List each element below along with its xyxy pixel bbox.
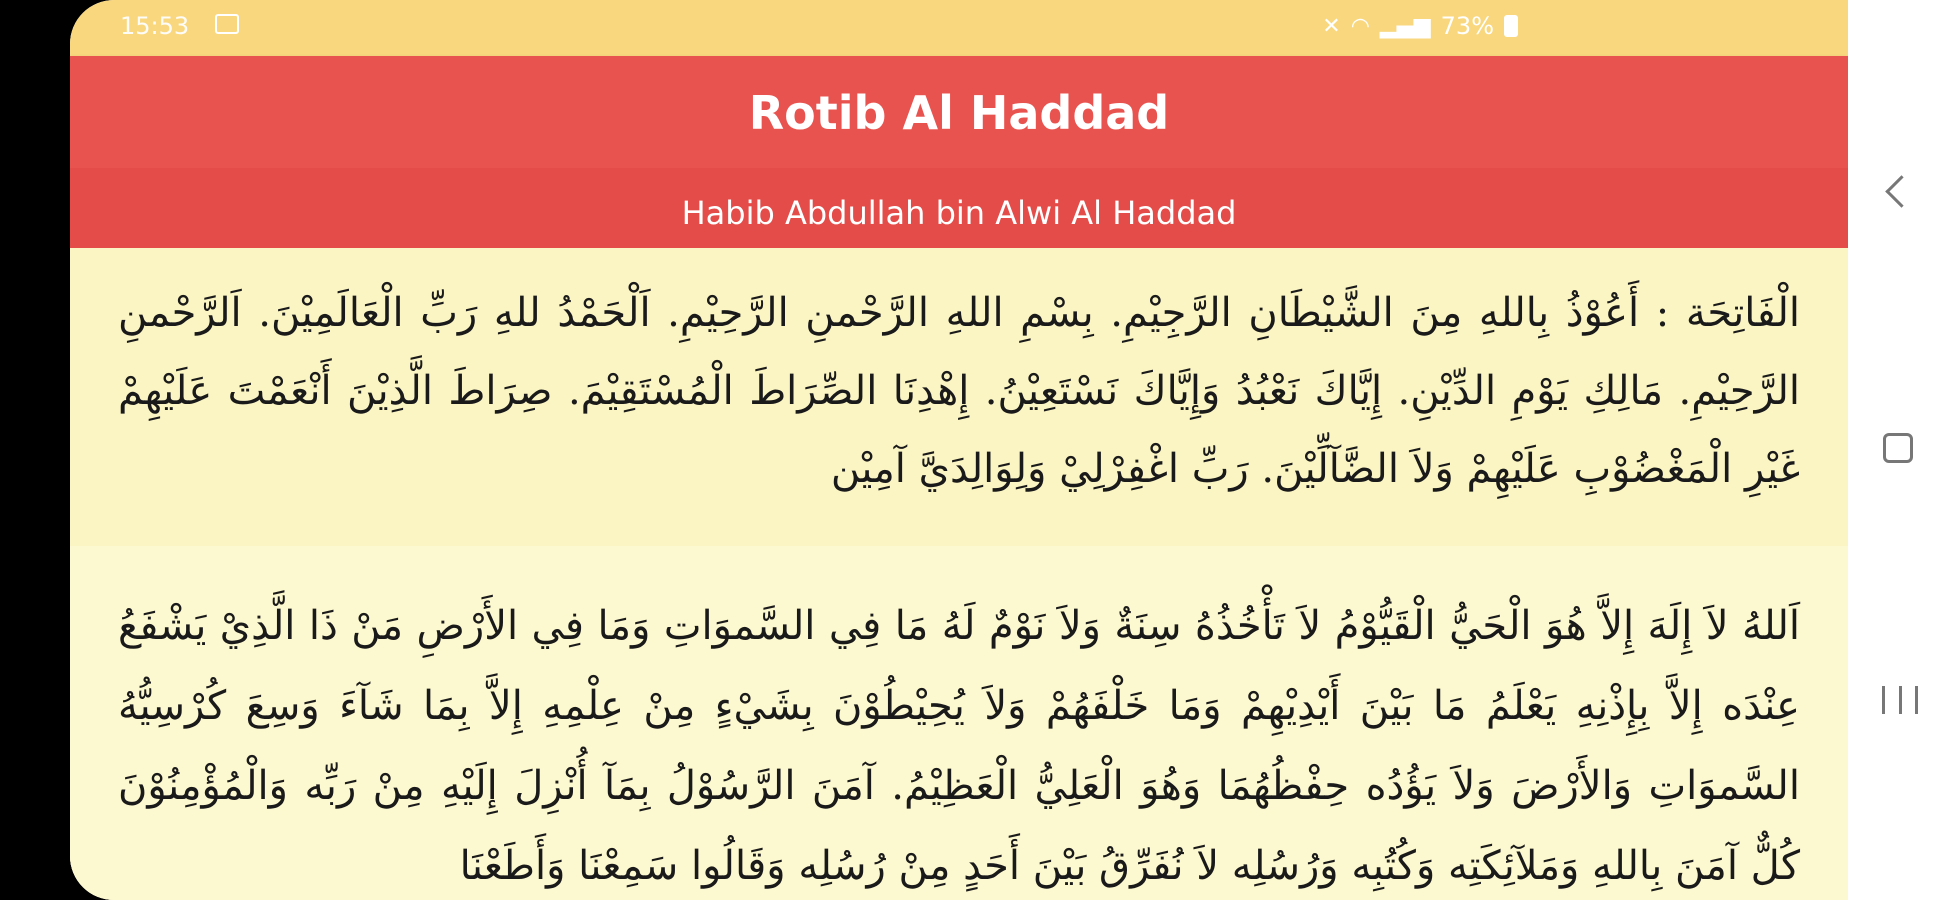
battery-icon — [1504, 15, 1518, 37]
recents-bar — [1915, 686, 1918, 714]
arabic-text: الْفَاتِحَة : أَعُوْذُ بِاللهِ مِنَ الشَّيْطَانِ الرَّجِيْمِ. بِسْمِ اللهِ الرَّحْمنِ الرَّحِيْمِ. اَلْحَمْدُ للهِ رَبِّ الْعَالَمِيْنَ. اَلرَّحْمنِ الرَّحِيْمِ. مَالِكِ يَوْمِ الدِّيْنِ. إِيَّاكَ نَعْبُدُ وَإِيَّاكَ نَسْتَعِيْنُ. إِهْدِنَا الصِّرَاطَ الْمُسْتَقِيْمَ. صِرَاطَ الَّذِيْنَ أَنْعَمْتَ عَلَيْهِمْ غَيْرِ الْمَغْضُوْبِ عَلَيْهِمْ وَلاَ الضَّآلِّيْنَ. رَبِّ اغْفِرْلِيْ وَلِوَالِدَيَّ آمِيْن — [118, 290, 1800, 492]
arabic-text: اَللهُ لاَ إِلَهَ إِلاَّ هُوَ الْحَيُّ الْقَيُّوْمُ لاَ تَأْخُذُهُ سِنَةٌ وَلاَ نَوْمٌ لَهُ مَا فِي السَّموَاتِ وَمَا فِي الأَرْضِ مَنْ ذَا الَّذِيْ يَشْفَعُ عِنْدَه إِلاَّ بِإِذْنِهِ يَعْلَمُ مَا بَيْنَ أَيْدِيْهِمْ وَمَا خَلْفَهُمْ وَلاَ يُحِيْطُوْنَ بِشَيْءٍ مِنْ عِلْمِهِ إِلاَّ بِمَا شَآءَ وَسِعَ كُرْسِيُّهُ السَّموَاتِ وَالأَرْضَ وَلاَ يَؤُدُه حِفْظُهُمَا وَهُوَ الْعَلِيُّ الْعَظِيْمُ. آمَنَ الرَّسُوْلُ بِمَآ أُنْزِلَ إِلَيْهِ مِنْ رَبِّه وَالْمُؤْمِنُوْنَ كُلٌّ آمَنَ بِاللهِ وَمَلآئِكَتِه وَكُتُبِه وَرُسُلِه لاَ نُفَرِّقُ بَيْنَ أَحَدٍ مِنْ رُسُلِه وَقَالُوا سَمِعْنَا وَأَطَعْنَا — [118, 603, 1801, 889]
subtitle-bar — [70, 168, 1848, 248]
recents-bar — [1882, 686, 1885, 714]
status-bar — [70, 0, 1848, 56]
signal-icon: ▂▄▆ — [1379, 13, 1431, 39]
back-icon[interactable] — [1885, 175, 1918, 208]
status-right-group — [1322, 12, 1518, 40]
battery-percent: 73% — [1440, 12, 1494, 40]
mute-icon: ✕ — [1322, 13, 1341, 39]
gallery-notification-icon — [215, 14, 239, 34]
list-item[interactable] — [70, 248, 1848, 546]
list-item[interactable] — [70, 546, 1848, 900]
home-icon[interactable] — [1883, 433, 1913, 463]
recents-icon[interactable] — [1882, 686, 1918, 714]
app-title: Rotib Al Haddad — [748, 86, 1170, 140]
author-subtitle: Habib Abdullah bin Alwi Al Haddad — [681, 194, 1237, 232]
status-time: 15:53 — [120, 12, 190, 40]
app-bar — [70, 56, 1848, 168]
recents-bar — [1899, 686, 1902, 714]
navigation-bar — [1848, 0, 1953, 900]
wifi-icon: ◠ — [1350, 13, 1370, 39]
phone-screen — [70, 0, 1848, 900]
content-scroll-area[interactable] — [70, 248, 1848, 900]
